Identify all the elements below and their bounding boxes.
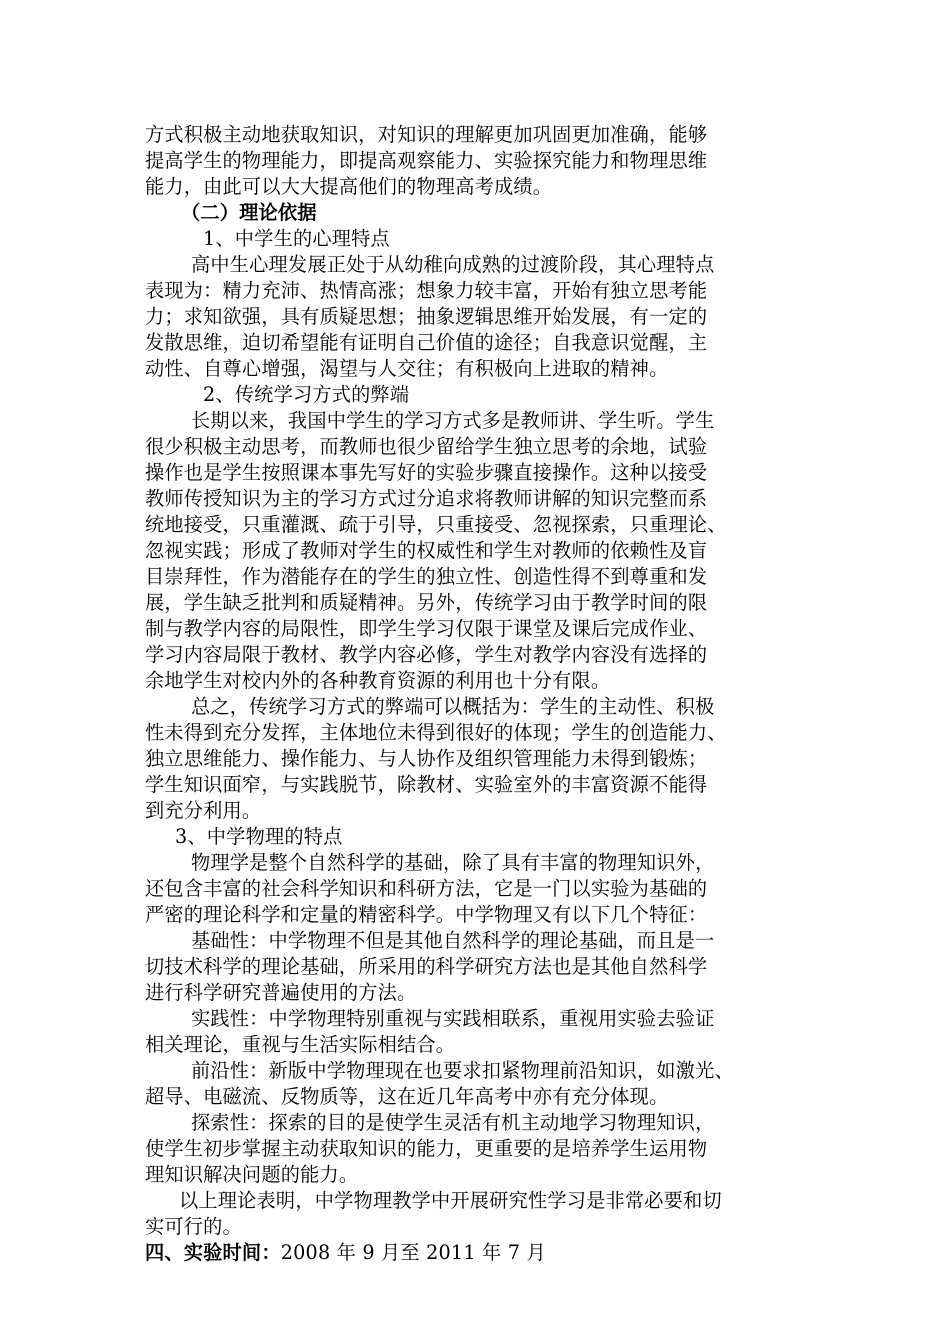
text-line: 前沿性：新版中学物理现在也要求扣紧物理前沿知识，如激光、 bbox=[191, 1059, 734, 1082]
text-line: 能力，由此可以大大提高他们的物理高考成绩。 bbox=[145, 175, 553, 198]
text-line: 独立思维能力、操作能力、与人协作及组织管理能力未得到锻炼； bbox=[145, 747, 708, 770]
text-line: 方式积极主动地获取知识，对知识的理解更加巩固更加准确，能够 bbox=[145, 123, 708, 146]
text-line: 很少积极主动思考，而教师也很少留给学生独立思考的余地，试验 bbox=[145, 435, 708, 458]
text-line: 进行科学研究普遍使用的方法。 bbox=[145, 981, 417, 1004]
text-line: 严密的理论科学和定量的精密科学。中学物理又有以下几个特征： bbox=[145, 903, 708, 926]
text-line: 高中生心理发展正处于从幼稚向成熟的过渡阶段，其心理特点 bbox=[191, 253, 715, 276]
text-line: 2、传统学习方式的弊端 bbox=[203, 383, 410, 406]
text-line: 动性、自尊心增强，渴望与人交往；有积极向上进取的精神。 bbox=[145, 357, 669, 380]
text-line: 操作也是学生按照课本事先写好的实验步骤直接操作。这种以接受 bbox=[145, 461, 708, 484]
text-line: 实可行的。 bbox=[145, 1215, 242, 1238]
text-line: 基础性：中学物理不但是其他自然科学的理论基础，而且是一 bbox=[191, 929, 715, 952]
text-line: 以上理论表明，中学物理教学中开展研究性学习是非常必要和切 bbox=[179, 1189, 722, 1212]
text-line: 总之，传统学习方式的弊端可以概括为：学生的主动性、积极 bbox=[191, 695, 715, 718]
text-line: 提高学生的物理能力，即提高观察能力、实验探究能力和物理思维 bbox=[145, 149, 708, 172]
text-line: 探索性：探索的目的是使学生灵活有机主动地学习物理知识， bbox=[191, 1111, 715, 1134]
text-line: 物理学是整个自然科学的基础，除了具有丰富的物理知识外， bbox=[191, 851, 715, 874]
experiment-time-value: 2008 年 9 月至 2011 年 7 月 bbox=[280, 1241, 546, 1264]
text-line: 使学生初步掌握主动获取知识的能力，更重要的是培养学生运用物 bbox=[145, 1137, 708, 1160]
experiment-time-label: 四、实验时间： bbox=[145, 1241, 281, 1264]
text-line: 目崇拜性，作为潜能存在的学生的独立性、创造性得不到尊重和发 bbox=[145, 565, 708, 588]
text-line: 实践性：中学物理特别重视与实践相联系，重视用实验去验证 bbox=[191, 1007, 715, 1030]
text-line: 切技术科学的理论基础，所采用的科学研究方法也是其他自然科学 bbox=[145, 955, 708, 978]
text-line: 表现为：精力充沛、热情高涨；想象力较丰富，开始有独立思考能 bbox=[145, 279, 708, 302]
section-heading: （二）理论依据 bbox=[181, 201, 317, 224]
text-line: 力；求知欲强，具有质疑思想；抽象逻辑思维开始发展，有一定的 bbox=[145, 305, 708, 328]
text-line: 超导、电磁流、反物质等，这在近几年高考中亦有充分体现。 bbox=[145, 1085, 669, 1108]
text-line: 余地学生对校内外的各种教育资源的利用也十分有限。 bbox=[145, 669, 611, 692]
text-line: 1、中学生的心理特点 bbox=[203, 227, 390, 250]
text-line: 学习内容局限于教材、教学内容必修，学生对教学内容没有选择的 bbox=[145, 643, 708, 666]
text-line: 性未得到充分发挥，主体地位未得到很好的体现；学生的创造能力、 bbox=[145, 721, 727, 744]
text-line: 3、中学物理的特点 bbox=[175, 825, 343, 848]
text-line: 理知识解决问题的能力。 bbox=[145, 1163, 359, 1186]
text-line: 忽视实践；形成了教师对学生的权威性和学生对教师的依赖性及盲 bbox=[145, 539, 708, 562]
text-line: 还包含丰富的社会科学知识和科研方法，它是一门以实验为基础的 bbox=[145, 877, 708, 900]
text-line: 制与教学内容的局限性，即学生学习仅限于课堂及课后完成作业、 bbox=[145, 617, 708, 640]
text-line: 相关理论，重视与生活实际相结合。 bbox=[145, 1033, 456, 1056]
text-line: 发散思维，迫切希望能有证明自己价值的途径；自我意识觉醒，主 bbox=[145, 331, 708, 354]
text-line: 教师传授知识为主的学习方式过分追求将教师讲解的知识完整而系 bbox=[145, 487, 708, 510]
text-line: 长期以来，我国中学生的学习方式多是教师讲、学生听。学生 bbox=[191, 409, 715, 432]
text-line: 展，学生缺乏批判和质疑精神。另外，传统学习由于教学时间的限 bbox=[145, 591, 708, 614]
text-line: 统地接受，只重灌溉、疏于引导，只重接受、忽视探索，只重理论、 bbox=[145, 513, 727, 536]
text-line: 到充分利用。 bbox=[145, 799, 262, 822]
experiment-time-heading bbox=[145, 1240, 546, 1266]
text-line: 学生知识面窄，与实践脱节，除教材、实验室外的丰富资源不能得 bbox=[145, 773, 708, 796]
